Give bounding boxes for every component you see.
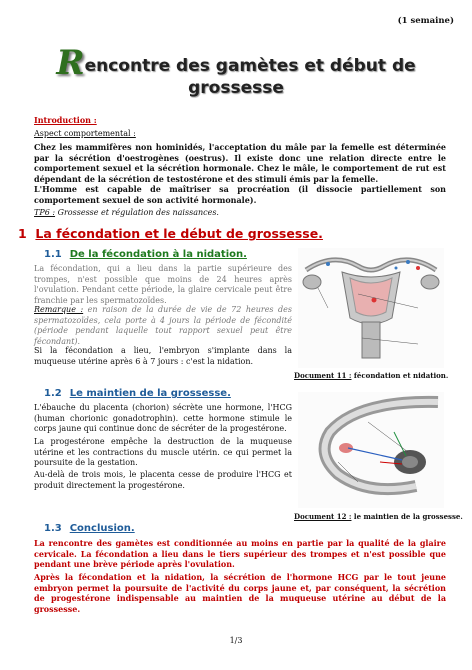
subsection-1-2-number: 1.2 <box>44 388 62 399</box>
subsection-1-3-title: Conclusion. <box>69 523 135 534</box>
title-line2: grossesse <box>188 78 284 98</box>
tp-reference <box>34 208 219 217</box>
document-11-caption <box>294 371 448 380</box>
section-1-heading <box>18 226 323 241</box>
remark-label: Remarque : <box>34 305 84 314</box>
page-title <box>0 43 472 99</box>
subsection-1-2-title: Le maintien de la grossesse. <box>69 388 231 399</box>
subsection-1-3-number: 1.3 <box>44 523 62 534</box>
subsection-1-2-heading <box>44 388 231 399</box>
document-11-diagram <box>298 248 444 368</box>
s11-paragraph-3: Si la fécondation a lieu, l'embryon s'implante dans la muqueuse utérine après 6 à 7 jours : c'est la nidation. <box>34 346 292 366</box>
tp-text: Grossesse et régulation des naissances. <box>55 208 219 217</box>
conclusion-paragraph-1: La rencontre des gamètes est conditionnée au moins en partie par la qualité de la glaire cervicale. La fécondation a lieu dans le tiers supérieur des trompes et n'est possible que pendant une brève période après l'ovulation. <box>34 538 446 569</box>
s11-remark <box>34 305 292 347</box>
intro-paragraph-1: Chez les mammifères non hominidés, l'acceptation du mâle par la femelle est déterminée par la sécrétion d'oestrogènes (oestrus). Il existe donc une relation directe entre le comportement sexuel et la sécrétion hormonale. Chez le mâle, le comportement de rut est dépendant de la sécrétion de testostérone et des stimuli émis par la femelle. <box>34 142 446 184</box>
section-1-title: La fécondation et le début de grossesse. <box>35 226 323 241</box>
s11-paragraph-1: La fécondation, qui a lieu dans la partie supérieure des trompes, n'est possible que moins de 24 heures après l'ovulation. Pendant cette période, la glaire cervicale peut être franchie par les spermatozoïdes. <box>34 264 292 305</box>
tp-label: TP6 : <box>34 208 56 217</box>
subsection-1-1-heading <box>44 249 247 260</box>
page-number: 1/3 <box>229 636 243 645</box>
session-duration: (1 semaine) <box>397 16 454 26</box>
remark-text: en raison de la durée de vie de 72 heures des spermatozoïdes, cela porte à 4 jours la période de fécondité (période pendant laquelle tout rapport sexuel peut être fécondant). <box>34 305 293 346</box>
subsection-1-1-title: De la fécondation à la nidation. <box>69 249 247 260</box>
intro-heading: Introduction : <box>34 115 97 125</box>
intro-paragraph-2: L'Homme est capable de maîtriser sa procréation (il dissocie partiellement son comportement sexuel de son activité hormonale). <box>34 184 446 205</box>
conclusion-paragraph-2: Après la fécondation et la nidation, la sécrétion de l'hormone HCG par le tout jeune embryon permet la poursuite de l'activité du corps jaune et, par conséquent, la sécrétion de progestérone indispensable au maintien de la muqueuse utérine au début de la grossesse. <box>34 572 446 614</box>
section-1-number: 1 <box>18 226 27 241</box>
s12-paragraph-2: La progestérone empêche la destruction de la muqueuse utérine et les contractions du muscle utérin. ce qui permet la poursuite de la gestation. <box>34 437 292 467</box>
document-12-text: le maintien de la grossesse. <box>351 512 463 521</box>
s12-paragraph-1: L'ébauche du placenta (chorion) sécrète une hormone, l'HCG (human chorionic gonadotrophin). cette hormone stimule le corps jaune qui continue donc de sécréter de la progestérone. <box>34 403 292 433</box>
subsection-1-3-heading <box>44 523 135 534</box>
document-11-text: fécondation et nidation. <box>351 371 449 380</box>
aspect-heading: Aspect comportemental : <box>34 129 136 138</box>
document-12-caption <box>294 512 463 521</box>
subsection-1-1-number: 1.1 <box>44 249 62 260</box>
document-12-label: Document 12 : <box>294 512 352 521</box>
s12-paragraph-3: Au-delà de trois mois, le placenta cesse de produire l'HCG et produit directement la progestérone. <box>34 470 292 490</box>
document-11-label: Document 11 : <box>294 371 352 380</box>
title-line1: encontre des gamètes et début de <box>84 56 416 76</box>
document-12-diagram <box>298 392 444 508</box>
title-initial: R <box>56 43 85 83</box>
